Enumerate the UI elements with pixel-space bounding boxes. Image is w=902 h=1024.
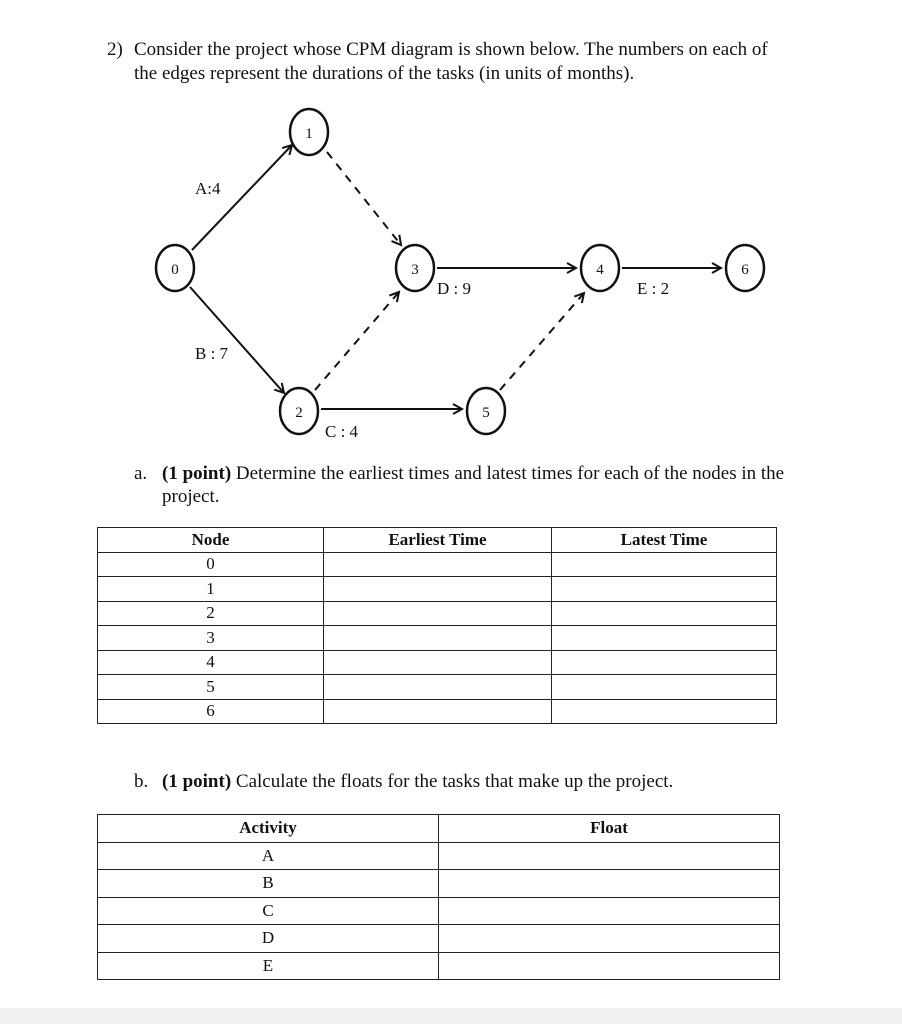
earliest-time-cell[interactable] bbox=[324, 601, 552, 626]
question-line-2: the edges represent the durations of the tasks (in units of months). bbox=[134, 63, 635, 84]
header-activity: Activity bbox=[98, 815, 439, 843]
table-header-row bbox=[98, 528, 777, 553]
header-earliest-time: Earliest Time bbox=[324, 528, 552, 553]
node-times-table bbox=[97, 527, 777, 724]
edge-b bbox=[190, 287, 284, 393]
table-row bbox=[98, 699, 777, 724]
activity-cell: C bbox=[98, 897, 439, 925]
part-a-marker: a. bbox=[134, 463, 148, 484]
latest-time-cell[interactable] bbox=[552, 699, 777, 724]
node-cell: 5 bbox=[98, 675, 324, 700]
node-label: 3 bbox=[411, 262, 419, 278]
table-row bbox=[98, 552, 777, 577]
part-b-marker: b. bbox=[134, 771, 149, 792]
activity-cell: A bbox=[98, 842, 439, 870]
activity-cell: B bbox=[98, 870, 439, 898]
latest-time-cell[interactable] bbox=[552, 552, 777, 577]
earliest-time-cell[interactable] bbox=[324, 552, 552, 577]
dummy-edge-5-4 bbox=[500, 293, 584, 390]
latest-time-cell[interactable] bbox=[552, 601, 777, 626]
node-label: 6 bbox=[741, 262, 749, 278]
edge-label-b: B : 7 bbox=[195, 344, 229, 363]
float-cell[interactable] bbox=[439, 925, 780, 953]
table-row bbox=[98, 842, 780, 870]
cpm-diagram bbox=[0, 0, 902, 460]
node-label: 2 bbox=[295, 405, 303, 421]
part-a-line-2: project. bbox=[162, 486, 220, 507]
float-cell[interactable] bbox=[439, 842, 780, 870]
latest-time-cell[interactable] bbox=[552, 577, 777, 602]
page-bottom-edge bbox=[0, 1008, 902, 1024]
earliest-time-cell[interactable] bbox=[324, 626, 552, 651]
node-cell: 1 bbox=[98, 577, 324, 602]
edge-label-d: D : 9 bbox=[437, 279, 471, 298]
part-b-text bbox=[162, 770, 673, 794]
node-label: 1 bbox=[305, 126, 313, 142]
table-header-row bbox=[98, 815, 780, 843]
earliest-time-cell[interactable] bbox=[324, 675, 552, 700]
table-row bbox=[98, 577, 777, 602]
part-b-line: Calculate the floats for the tasks that make up the project. bbox=[231, 771, 674, 792]
table-row bbox=[98, 897, 780, 925]
table-row bbox=[98, 952, 780, 980]
float-cell[interactable] bbox=[439, 952, 780, 980]
table-row bbox=[98, 601, 777, 626]
edge-label-c: C : 4 bbox=[325, 422, 359, 441]
latest-time-cell[interactable] bbox=[552, 650, 777, 675]
part-a-text bbox=[162, 462, 784, 486]
header-latest-time: Latest Time bbox=[552, 528, 777, 553]
edge-label-e: E : 2 bbox=[637, 279, 670, 298]
floats-table bbox=[97, 814, 780, 980]
earliest-time-cell[interactable] bbox=[324, 650, 552, 675]
earliest-time-cell[interactable] bbox=[324, 577, 552, 602]
activity-cell: D bbox=[98, 925, 439, 953]
dummy-edge-2-3 bbox=[315, 292, 399, 390]
node-cell: 6 bbox=[98, 699, 324, 724]
node-label: 5 bbox=[482, 405, 490, 421]
float-cell[interactable] bbox=[439, 897, 780, 925]
earliest-time-cell[interactable] bbox=[324, 699, 552, 724]
table-row bbox=[98, 870, 780, 898]
node-label: 0 bbox=[171, 262, 179, 278]
header-float: Float bbox=[439, 815, 780, 843]
part-a-line-1: Determine the earliest times and latest times for each of the nodes in the bbox=[231, 463, 785, 484]
question-number: 2) bbox=[107, 39, 123, 60]
part-b-points: (1 point) bbox=[162, 771, 232, 792]
table-row bbox=[98, 675, 777, 700]
node-cell: 4 bbox=[98, 650, 324, 675]
question-line-1: Consider the project whose CPM diagram is shown below. The numbers on each of bbox=[134, 39, 768, 60]
node-cell: 3 bbox=[98, 626, 324, 651]
table-row bbox=[98, 626, 777, 651]
activity-cell: E bbox=[98, 952, 439, 980]
latest-time-cell[interactable] bbox=[552, 626, 777, 651]
part-a-points: (1 point) bbox=[162, 463, 232, 484]
table-row bbox=[98, 925, 780, 953]
latest-time-cell[interactable] bbox=[552, 675, 777, 700]
edge-label-a: A:4 bbox=[195, 179, 221, 198]
node-cell: 0 bbox=[98, 552, 324, 577]
node-cell: 2 bbox=[98, 601, 324, 626]
dummy-edge-1-3 bbox=[327, 152, 401, 245]
header-node: Node bbox=[98, 528, 324, 553]
table-row bbox=[98, 650, 777, 675]
node-label: 4 bbox=[596, 262, 604, 278]
float-cell[interactable] bbox=[439, 870, 780, 898]
